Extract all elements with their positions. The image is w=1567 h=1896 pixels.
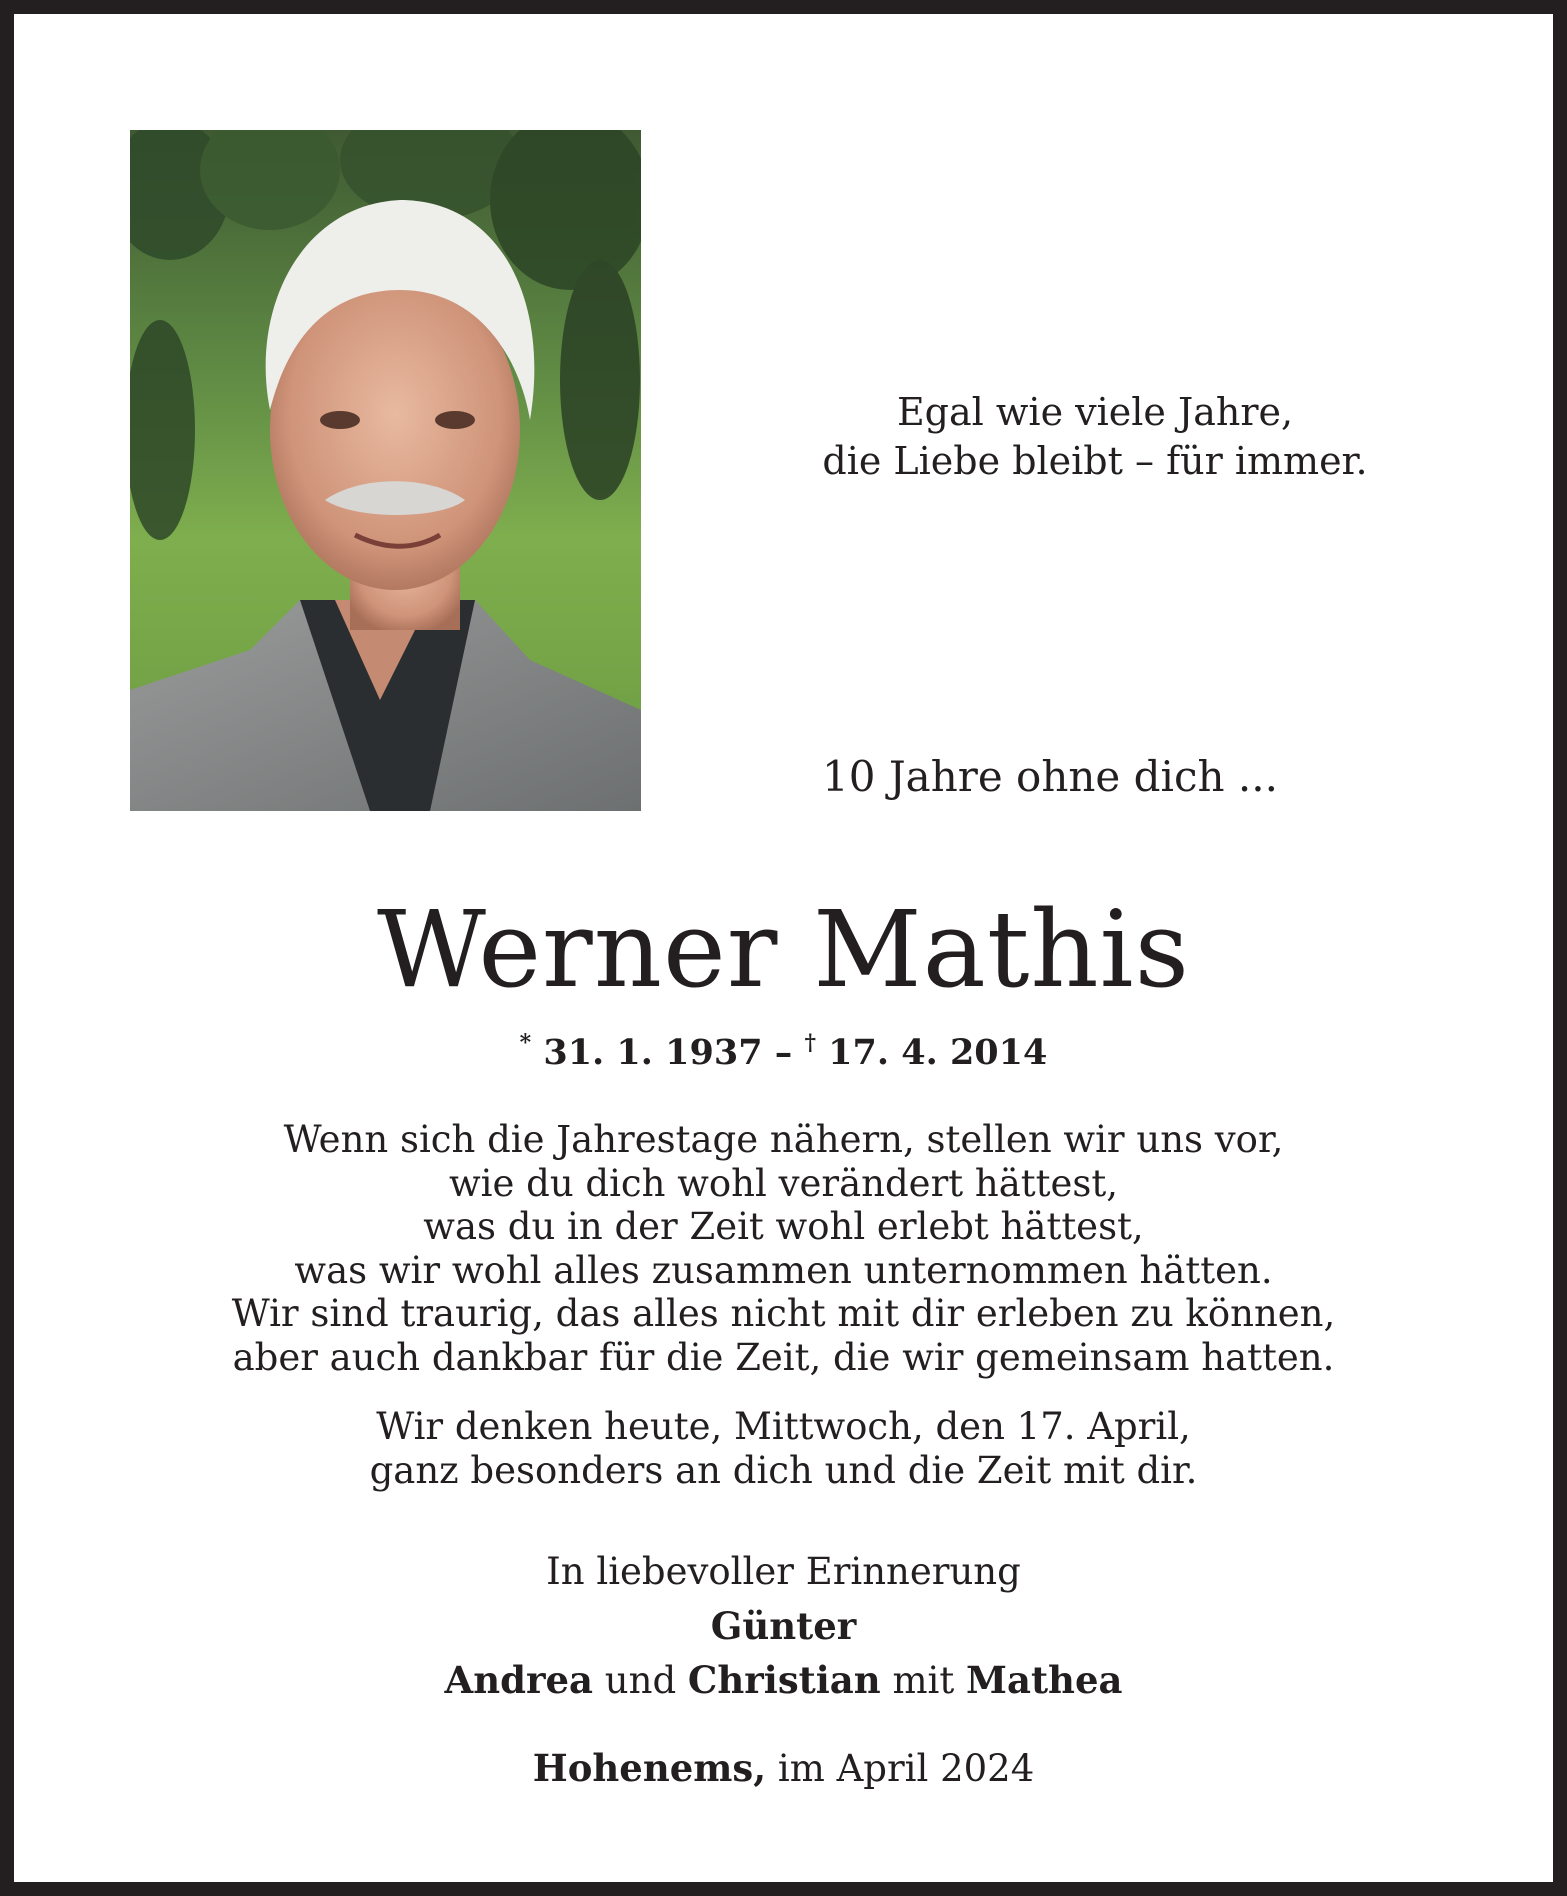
remembrance-line: ganz besonders an dich und die Zeit mit dir. [369,1448,1198,1492]
deceased-name: Werner Mathis [377,888,1190,1011]
poem-line: aber auch dankbar für die Zeit, die wir gemeinsam hatten. [232,1335,1335,1379]
mourner-name: Andrea [444,1658,594,1702]
remembrance-line: Wir denken heute, Mittwoch, den 17. April, [376,1405,1191,1448]
mourner-row [0,1653,1567,1708]
anniversary-line: 10 Jahre ohne dich ... [822,752,1278,801]
closing-block [0,1545,1567,1708]
closing-intro: In liebevoller Erinnerung [546,1550,1021,1593]
mourner-name: Günter [710,1604,857,1648]
date-separator: – [774,1032,793,1073]
birth-symbol: * [519,1030,532,1056]
poem-line: Wir sind traurig, das alles nicht mit dir erleben zu können, [231,1292,1336,1335]
conjunction: und [604,1659,677,1702]
quote-line: Egal wie viele Jahre, [896,390,1294,434]
death-symbol: † [804,1030,816,1056]
remembrance-block [0,1405,1567,1492]
birth-date: 31. 1. 1937 [543,1032,763,1073]
poem-line: Wenn sich die Jahrestage nähern, stellen wir uns vor, [283,1118,1284,1161]
poem-line: wie du dich wohl verändert hättest, [448,1161,1119,1205]
place-city: Hohenems, [532,1746,767,1790]
place-month: im April 2024 [777,1747,1035,1790]
poem-block [0,1118,1567,1379]
death-date: 17. 4. 2014 [828,1032,1048,1073]
mourner-name: Mathea [966,1658,1123,1702]
conjunction: mit [892,1659,955,1702]
life-dates [0,1030,1567,1073]
portrait-photo [130,130,641,811]
poem-line: was du in der Zeit wohl erlebt hättest, [423,1205,1144,1248]
place-date [0,1746,1567,1790]
quote-block [770,388,1420,486]
mourner-name: Christian [687,1658,881,1702]
quote-line: die Liebe bleibt – für immer. [822,439,1368,483]
poem-line: was wir wohl alles zusammen unternommen hätten. [294,1248,1273,1292]
